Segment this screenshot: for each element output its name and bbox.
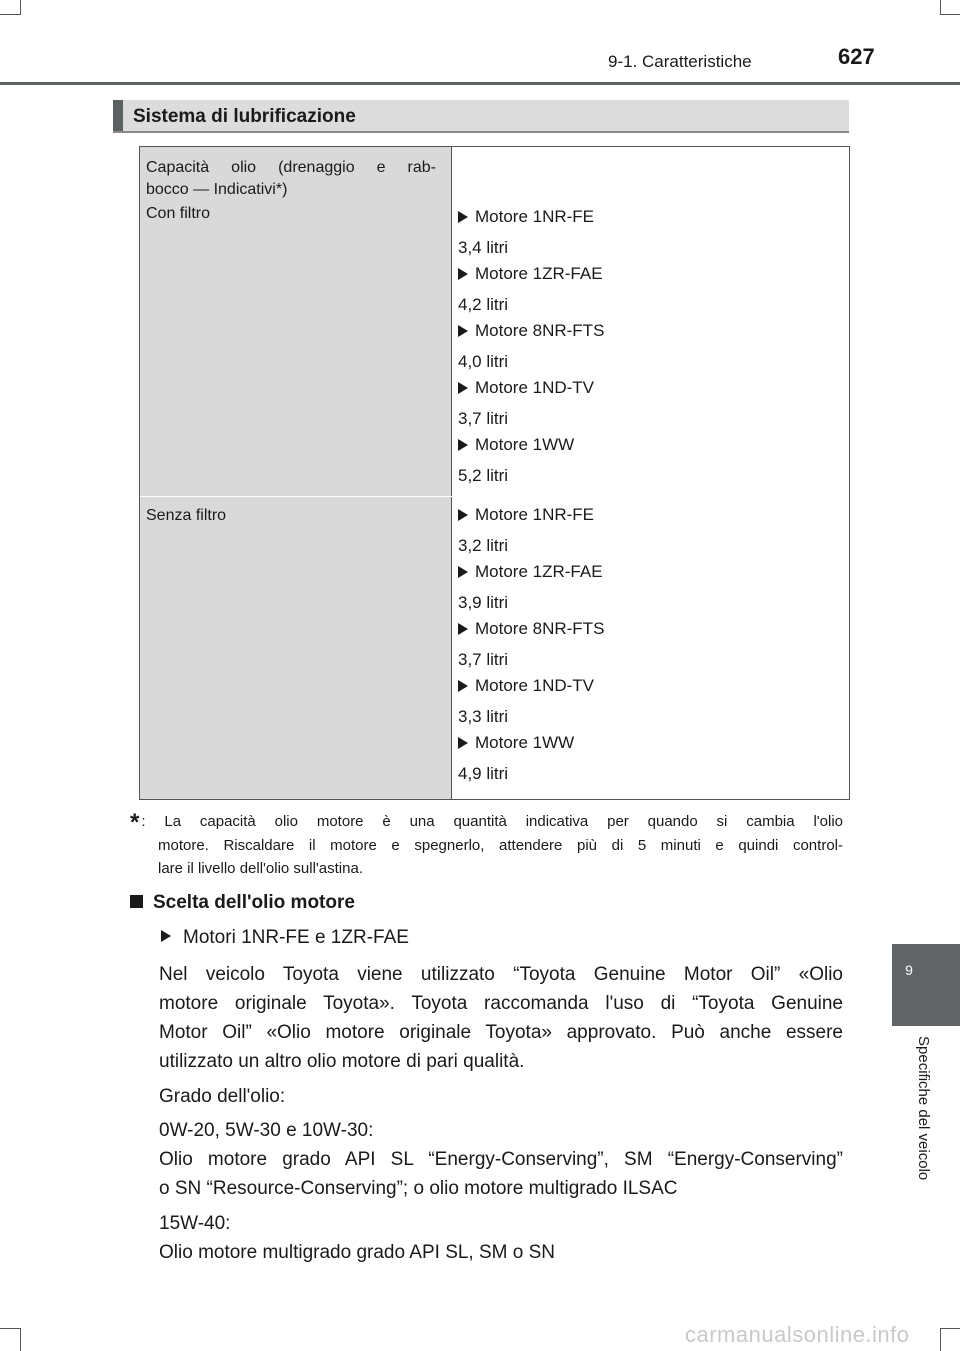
grade-line: Olio motore multigrado grado API SL, SM o SN xyxy=(159,1242,556,1263)
without-filter-model-5 xyxy=(458,733,574,753)
crop-mark xyxy=(940,1328,941,1351)
with-filter-model-5 xyxy=(458,435,574,455)
oil-grade-label xyxy=(159,1082,843,1111)
model-name: Motore 1NR-FE xyxy=(475,207,595,226)
crop-mark xyxy=(0,1328,20,1329)
arrow-right-icon xyxy=(458,439,468,451)
paragraph-line: Motor Oil” «Olio motore originale Toyota» approvato. Può anche essere xyxy=(159,1022,843,1043)
without-filter-value-2: 3,9 litri xyxy=(458,593,509,612)
arrow-right-icon xyxy=(458,680,468,692)
without-filter-value-1: 3,2 litri xyxy=(458,536,509,555)
table-row-divider xyxy=(140,496,452,497)
arrow-right-icon xyxy=(458,566,468,578)
with-filter-model-3 xyxy=(458,321,604,341)
paragraph-line: Nel veicolo Toyota viene utilizzato “Toyota Genuine Motor Oil” «Olio xyxy=(159,964,843,985)
footnote-text: : La capacità olio motore è una quantità indicativa per quando si cambia l'olio xyxy=(141,813,843,830)
without-filter-model-4 xyxy=(458,676,594,696)
without-filter-value-3: 3,7 litri xyxy=(458,650,509,669)
model-name: Motore 8NR-FTS xyxy=(475,619,605,638)
crop-mark xyxy=(940,14,960,15)
header-section-title: 9-1. Caratteristiche xyxy=(608,52,752,71)
paragraph-line: utilizzato un altro olio motore di pari qualità. xyxy=(159,1051,525,1072)
grade-line: Olio motore grado API SL “Energy-Conserving”, SM “Energy-Conserving” xyxy=(159,1149,843,1170)
model-name: Motore 1NR-FE xyxy=(475,505,595,524)
model-name: Motore 1WW xyxy=(475,733,575,752)
section-header-bar xyxy=(113,100,123,131)
oil-description-paragraph xyxy=(159,960,843,1076)
table-label-column xyxy=(140,147,452,799)
with-filter-value-5: 5,2 litri xyxy=(458,466,509,485)
model-name: Motore 1ND-TV xyxy=(475,676,595,695)
spec-table xyxy=(139,146,850,800)
without-filter-value-4: 3,3 litri xyxy=(458,707,509,726)
model-name: Motore 1ND-TV xyxy=(475,378,595,397)
section-title: Sistema di lubrificazione xyxy=(133,106,356,127)
engine-bullet-text: Motori 1NR-FE e 1ZR-FAE xyxy=(183,927,409,948)
crop-mark xyxy=(940,0,941,15)
paragraph-line: motore originale Toyota». Toyota raccomanda l'uso di “Toyota Genuine xyxy=(159,993,843,1014)
arrow-right-icon xyxy=(458,211,468,223)
subsection-heading xyxy=(130,892,355,914)
model-name: Motore 8NR-FTS xyxy=(475,321,605,340)
page-number: 627 xyxy=(838,44,875,69)
arrow-right-icon xyxy=(161,930,171,942)
arrow-right-icon xyxy=(458,382,468,394)
grade-line: 15W-40: xyxy=(159,1213,231,1234)
engine-bullet xyxy=(161,927,409,949)
with-filter-value-1: 3,4 litri xyxy=(458,238,509,257)
watermark: carmanualsonline.info xyxy=(685,1322,910,1347)
grade-line: 0W-20, 5W-30 e 10W-30: xyxy=(159,1120,374,1141)
square-bullet-icon xyxy=(130,895,143,908)
without-filter-model-2 xyxy=(458,562,603,582)
arrow-right-icon xyxy=(458,325,468,337)
with-filter-value-3: 4,0 litri xyxy=(458,352,509,371)
without-filter-model-1 xyxy=(458,505,594,525)
with-filter-value-4: 3,7 litri xyxy=(458,409,509,428)
without-filter-value-5: 4,9 litri xyxy=(458,764,509,783)
footnote-line-3: lare il livello dell'olio sull'astina. xyxy=(158,860,363,877)
oil-grade-block-2 xyxy=(159,1209,843,1267)
with-filter-model-1 xyxy=(458,207,594,227)
footnote-line-2: motore. Riscaldare il motore e spegnerlo, attendere più di 5 minuti e quindi control- xyxy=(158,837,843,854)
capacity-label-line-1: Capacità olio (drenaggio e rab- xyxy=(146,159,436,176)
arrow-right-icon xyxy=(458,737,468,749)
footnote-line-1 xyxy=(130,810,843,834)
model-name: Motore 1WW xyxy=(475,435,575,454)
subsection-heading-text: Scelta dell'olio motore xyxy=(153,892,355,913)
footnote xyxy=(130,810,843,880)
grade-line: o SN “Resource-Conserving”; o olio motore multigrado ILSAC xyxy=(159,1178,678,1199)
chapter-tab-label: Specifiche del veicolo xyxy=(915,1036,932,1181)
arrow-right-icon xyxy=(458,623,468,635)
without-filter-label: Senza filtro xyxy=(146,507,227,524)
with-filter-model-2 xyxy=(458,264,603,284)
crop-mark xyxy=(0,14,20,15)
oil-grade-label-text: Grado dell'olio: xyxy=(159,1086,286,1107)
crop-mark xyxy=(20,1328,21,1351)
arrow-right-icon xyxy=(458,509,468,521)
crop-mark xyxy=(940,1328,960,1329)
footnote-star: * xyxy=(130,809,140,836)
model-name: Motore 1ZR-FAE xyxy=(475,264,603,283)
without-filter-model-3 xyxy=(458,619,604,639)
with-filter-value-2: 4,2 litri xyxy=(458,295,509,314)
oil-grade-block-1 xyxy=(159,1116,843,1203)
model-name: Motore 1ZR-FAE xyxy=(475,562,603,581)
crop-mark xyxy=(20,0,21,15)
header-rule xyxy=(0,82,960,85)
with-filter-model-4 xyxy=(458,378,594,398)
arrow-right-icon xyxy=(458,268,468,280)
capacity-label-line-2: bocco — Indicativi*) xyxy=(146,181,288,198)
chapter-tab-number: 9 xyxy=(905,962,913,978)
section-header xyxy=(113,100,849,133)
chapter-tab xyxy=(892,944,960,1026)
with-filter-label: Con filtro xyxy=(146,205,211,222)
